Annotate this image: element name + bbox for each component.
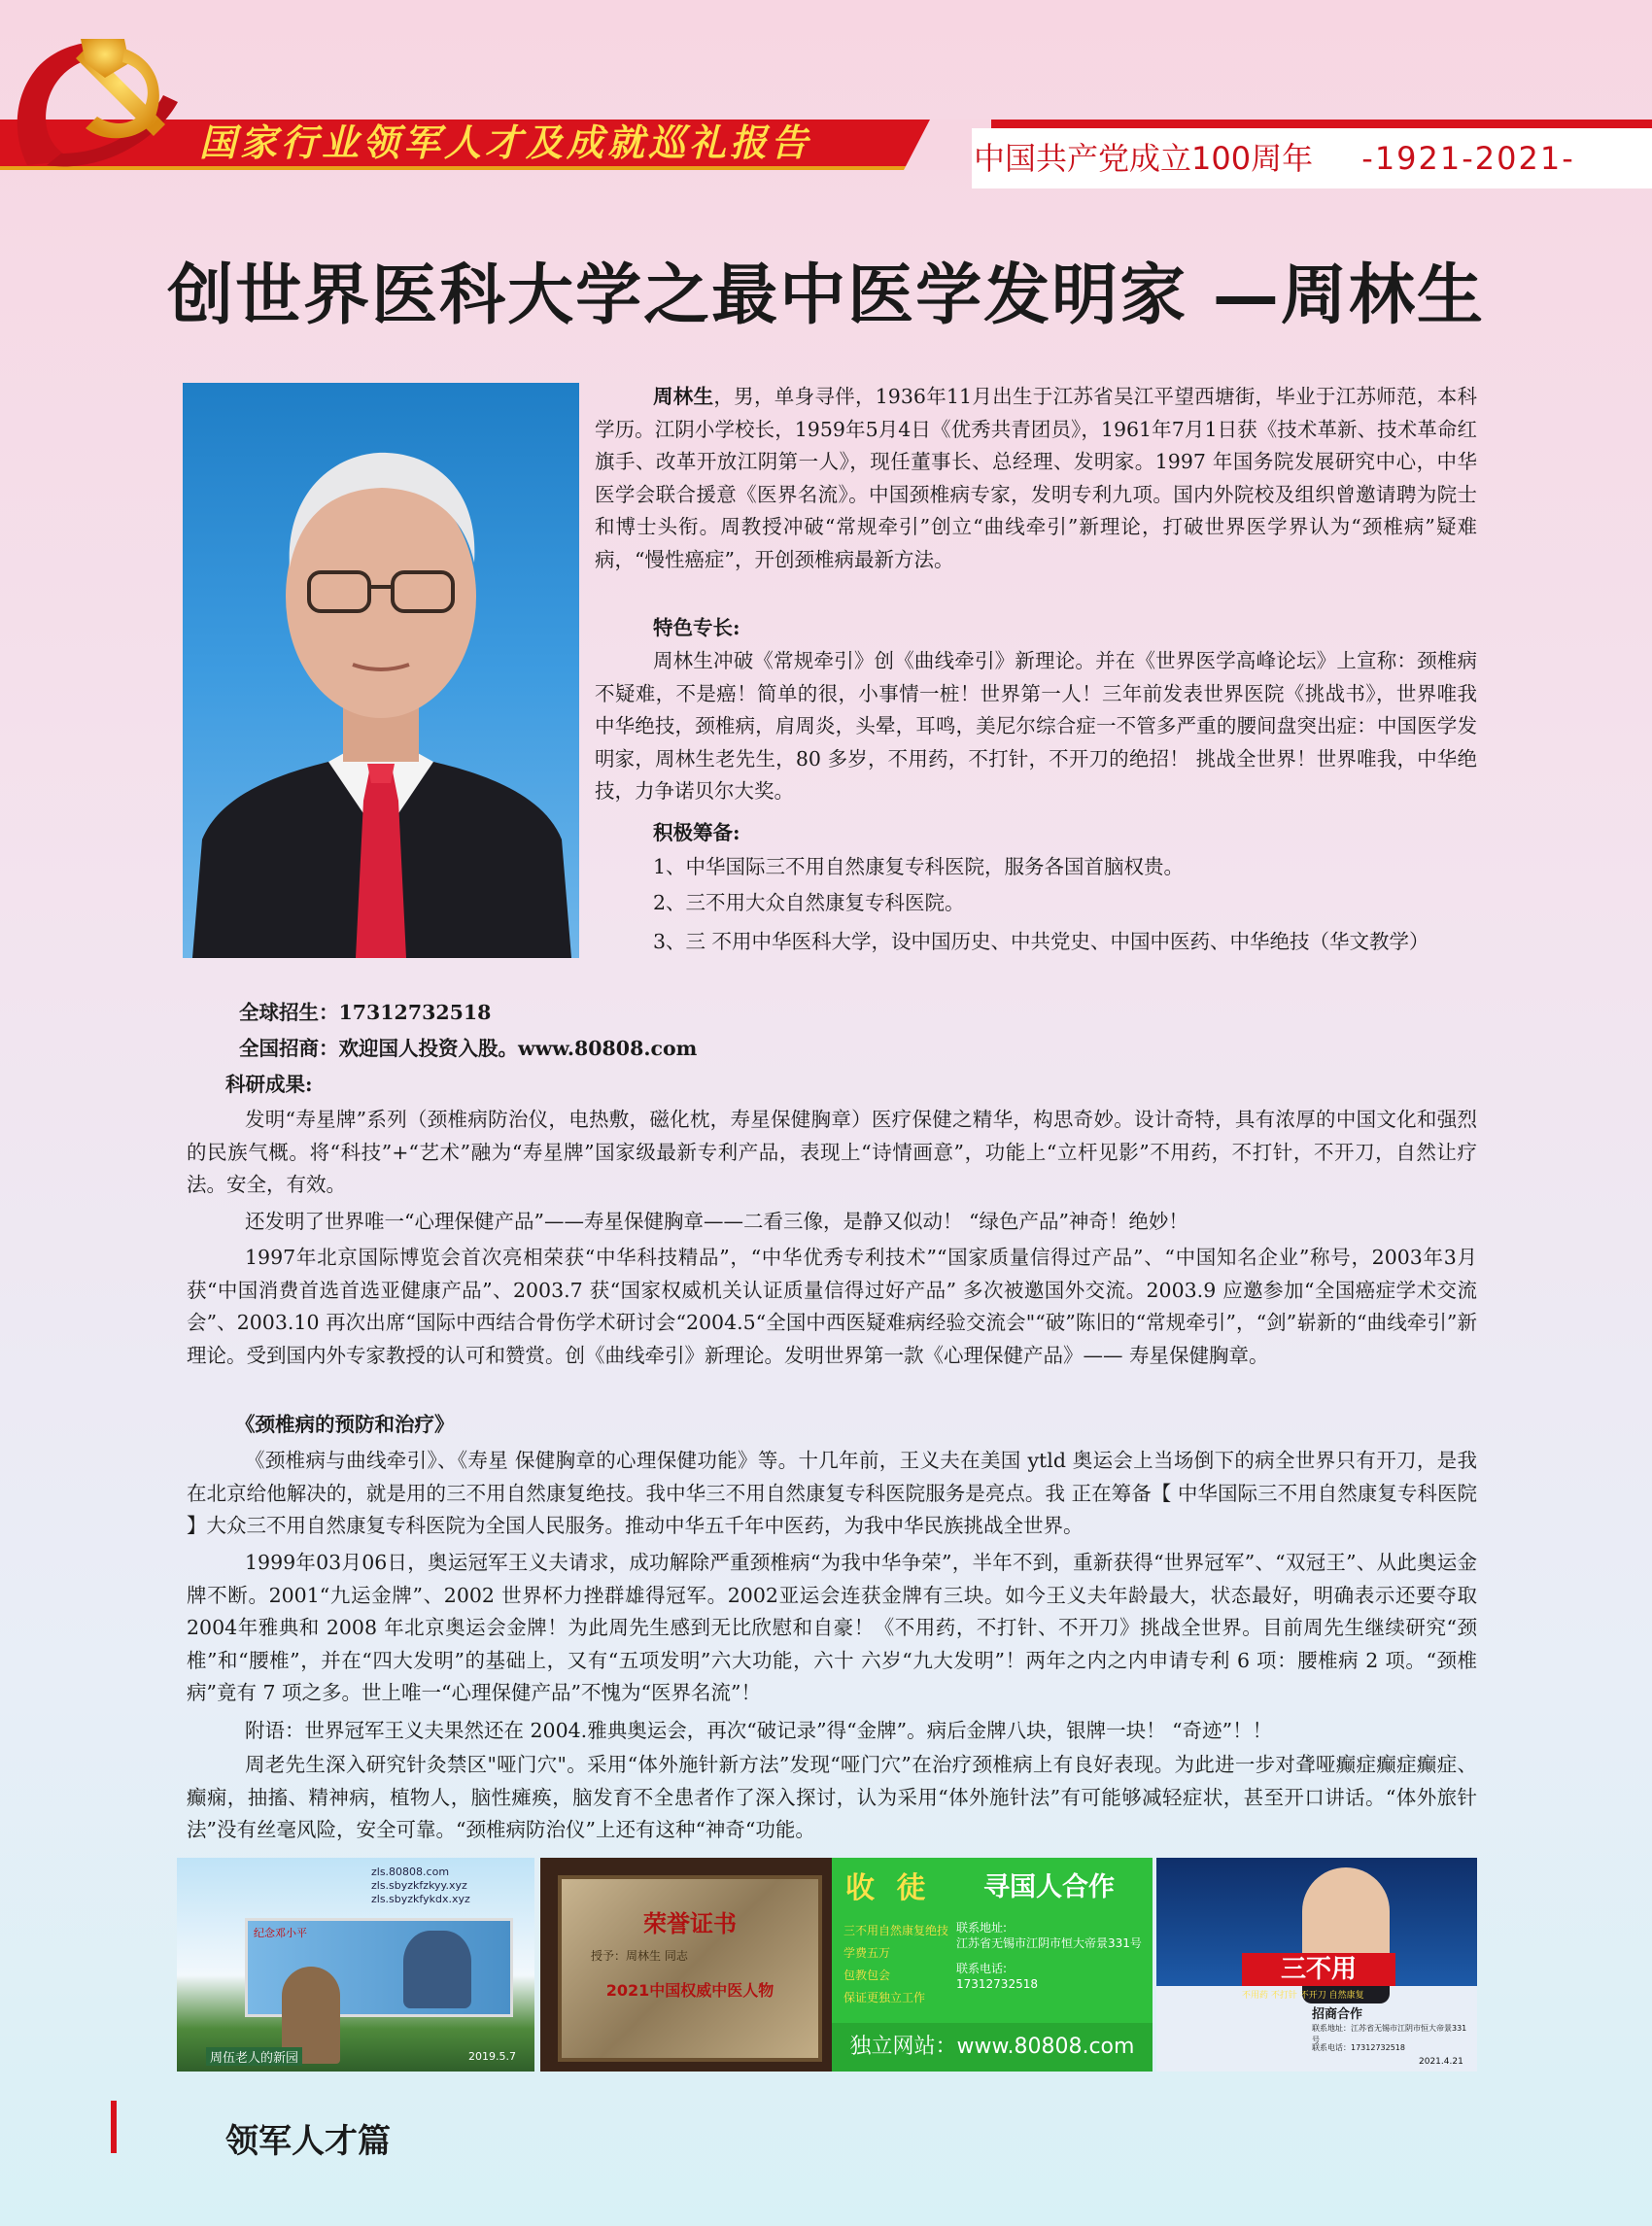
tile1-date: 2019.5.7 [468,2050,516,2063]
ad-line-2: 学费五万 [843,1946,891,1960]
party-emblem-icon [8,19,192,175]
intro-name: 周林生 [653,385,714,408]
tile4-banner: 三不用 [1242,1953,1395,1986]
tile4-sub: 不用药 不打针 不开刀 自然康复 [1242,1991,1364,2001]
photo-tile-certificate [540,1858,832,2072]
research-heading: 科研成果: [225,1073,313,1096]
tile4-hire: 招商合作 [1312,2007,1363,2022]
footer-section-label: 领军人才篇 [225,2122,391,2161]
certificate-heading: 荣誉证书 [643,1909,737,1937]
ad-left-list [843,1920,948,2009]
portrait-illustration [183,383,579,958]
prepare-item-1: 1、中华国际三不用自然康复专科医院，服务各国首脑权贵。 [653,855,1185,878]
research-paragraph-2: 还发明了世界唯一“心理保健产品”——寿星保健胸章——二看三像，是静又似动！ “绿色产品”神奇！绝妙！ [245,1210,1188,1233]
special-heading: 特色专长: [653,616,740,639]
ad-addr: 江苏省无锡市江阴市恒大帝景331号 [956,1936,1142,1950]
research-paragraph-1: 发明“寿星牌”系列（颈椎病防治仪，电热敷，磁化枕，寿星保健胸章）医疗保健之精华，构思奇妙。设计奇特，具有浓厚的中国文化和强烈的民族气概。将“科技”+“艺术”融为“寿星牌”国家级最新专利产品，表现上“诗情画意”，功能上“立杆见影”不用药，不打针，不开刀，自然让疗法。安全，有效。 [187,1108,1477,1196]
photo-tile-monument [177,1858,534,2072]
intro-text: ，男，单身寻伴，1936年11月出生于江苏省吴江平望西塘街，毕业于江苏师范，本科学历。江阴小学校长，1959年5月4日《优秀共青团员》，1961年7月1日获《技术革新、技术革命红旗手、改革开放江阴第一人》，现任董事长、总经理、发明家。1997 年国务院发展研究中心，中华医学会联合援意《医界名流》。中国颈椎病专家，发明专利九项。国内外院校及组织曾邀请聘为院士和博士头衔。周教授冲破“常规牵引”创立“曲线牵引”新理论，打破世界医学界认为“颈椎病”疑难病，“慢性癌症”，开创颈椎病最新方法。 [595,385,1477,571]
intro-paragraph [595,381,1477,576]
page-title: 创世界医科大学之最中医学发明家 —周林生 [167,257,1485,334]
ad-addr-label: 联系地址: [956,1921,1008,1935]
ad-heading-left: 收 徒 [845,1871,932,1905]
ad-site: 独立网站：www.80808.com [832,2023,1153,2072]
tile4-addr: 联系地址：江苏省无锡市江阴市恒大帝景331号 [1312,2024,1467,2044]
prevention-heading: 《颈椎病的预防和治疗》 [235,1413,455,1436]
tile4-date: 2021.4.21 [1419,2057,1463,2067]
prepare-heading: 积极筹备: [653,821,740,844]
ad-phone: 17312732518 [956,1977,1038,1991]
certificate-recipient: 授予：周林生 同志 [591,1949,688,1963]
ad-line-3: 包教包会 [843,1969,891,1982]
tile1-sign: 纪念邓小平 [254,1927,307,1939]
tile1-urls: zls.80808.com zls.sbyzkfzkyy.xyz zls.sbyzkfykdx.xyz [371,1866,470,1905]
prepare-item-3: 3、三 不用中华医科大学，设中国历史、中共党史、中国中医药、中华绝技（华文教学） [653,930,1429,953]
ad-contact-block [956,1920,1149,1992]
ad-tile-apprentice [832,1858,1153,2072]
ad-line-4: 保证更独立工作 [843,1991,926,2004]
certificate-award: 2021中国权威中医人物 [605,1981,774,2000]
footer-red-bar [111,2101,117,2153]
certificate-plaque [558,1875,822,2062]
ad-phone-label: 联系电话: [956,1962,1008,1975]
ad-heading-right: 寻国人合作 [983,1872,1115,1902]
header-left-banner: 国家行业领军人才及成就巡礼报告 [199,121,812,164]
research-paragraph-4: 《颈椎病与曲线牵引》、《寿星 保健胸章的心理保健功能》等。十几年前，王义夫在美国 ytld 奥运会上当场倒下的病全世界只有开刀，是我在北京给他解决的，就是用的三不用自然康复绝技。我中华三不用自然康复专科医院服务是亮点。我 正在筹备【 中华国际三不用自然康复专科医院 】大众三不用自然康复专科医院为全国人民服务。推动中华五千年中医药，为我中华民族挑战全世界。 [187,1449,1477,1537]
research-paragraph-5: 1999年03月06日，奥运冠军王义夫请求，成功解除严重颈椎病“为我中华争荣”，半年不到，重新获得“世界冠军”、“双冠王”、从此奥运金牌不断。2001“九运金牌”、2002 世界杯力挫群雄得冠军。2002亚运会连获金牌有三块。如今王义夫年龄最大，状态最好，明确表示还要夺取2004年雅典和 2008 年北京奥运会金牌！为此周先生感到无比欣慰和自豪！《不用药，不打针、不开刀》挑战全世界。目前周先生继续研究“颈椎”和“腰椎”，并在“四大发明”的基础上，又有“五项发明”六大功能，六十 六岁“九大发明”！两年之内之内申请专利 6 项：腰椎病 2 项。“颈椎病”竟有 7 项之多。世上唯一“心理保健产品”不愧为“医界名流”！ [187,1551,1477,1704]
prepare-item-2: 2、三不用大众自然康复专科医院。 [653,891,965,914]
recruit-line: 全球招生：17312732518 [239,1001,492,1024]
invest-line: 全国招商：欢迎国人投资入股。www.80808.com [239,1037,698,1060]
tile1-caption: 周伍老人的新园 [206,2047,302,2066]
research-paragraph-3: 1997年北京国际博览会首次亮相荣获“中华科技精品”，“中华优秀专利技术”“国家质量信得过产品”、“中国知名企业”称号，2003年3月 获“中国消费首选首选亚健康产品”、2003.7 获“国家权威机关认证质量信得过好产品” 多次被邀国外交流。2003.9 应邀参加“全国癌症学术交流会”、2003.10 再次出席“国际中西结合骨伤学术研讨会“2004.5“全国中西医疑难病经验交流会"“破”陈旧的“常规牵引”，“剑”崭新的“曲线牵引”新理论。受到国内外专家教授的认可和赞赏。创《曲线牵引》新理论。发明世界第一款《心理保健产品》—— 寿星保健胸章。 [187,1246,1477,1367]
special-paragraph: 周林生冲破《常规牵引》创《曲线牵引》新理论。并在《世界医学高峰论坛》上宣称：颈椎病不疑难，不是癌！简单的很，小事情一桩！世界第一人！三年前发表世界医院《挑战书》，世界唯我中华绝技，颈椎病，肩周炎，头晕，耳鸣，美尼尔综合症一不管多严重的腰间盘突出症：中国医学发明家，周林生老先生，80 多岁，不用药，不打针，不开刀的绝招！ 挑战全世界！世界唯我，中华绝技，力争诺贝尔大奖。 [595,649,1477,803]
header-right-banner [972,128,1652,188]
tile1-figure [403,1931,471,2008]
research-paragraph-6: 附语：世界冠军王义夫果然还在 2004.雅典奥运会，再次“破记录”得“金牌”。病后金牌八块，银牌一块！ “奇迹”！！ [245,1719,1273,1742]
ad-tile-partner [1156,1858,1477,2072]
ad-line-1: 三不用自然康复绝技 [843,1924,949,1937]
header-anniversary: 中国共产党成立100周年 [974,140,1314,177]
portrait-photo [183,383,579,958]
header-years: -1921-2021- [1361,140,1575,177]
research-paragraph-7: 周老先生深入研究针灸禁区"哑门穴"。采用“体外施针新方法”发现“哑门穴”在治疗颈椎病上有良好表现。为此进一步对聋哑癫症癫症癫症、癫痫，抽搐、精神病，植物人，脑性瘫痪，脑发育不全患者作了深入探讨，认为采用“体外施针法”有可能够减轻症状，甚至开口讲话。“体外旅针法”没有丝毫风险，安全可靠。“颈椎病防治仪”上还有这种“神奇“功能。 [187,1753,1477,1841]
tile4-phone: 联系电话：17312732518 [1312,2043,1405,2052]
